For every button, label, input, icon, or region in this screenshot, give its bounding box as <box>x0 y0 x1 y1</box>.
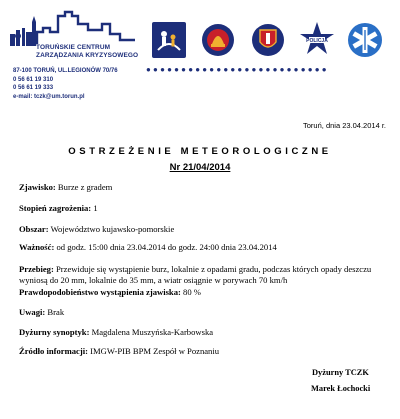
field-value: Magdalena Muszyńska-Karbowska <box>89 327 214 337</box>
field-waznosc <box>19 242 389 253</box>
field-zjawisko <box>19 182 389 193</box>
field-value: Burze z gradem <box>55 182 113 192</box>
field-value: Brak <box>45 307 65 317</box>
field-uwagi <box>19 307 389 318</box>
field-synoptyk <box>19 327 389 338</box>
organization-name <box>36 44 138 60</box>
org-name-line1: TORUŃSKIE CENTRUM <box>36 44 111 51</box>
field-label: Obszar: <box>19 224 49 234</box>
medical-star-icon <box>346 20 384 60</box>
org-phone-2: 0 56 61 19 333 <box>13 85 54 92</box>
document-title: OSTRZEŻENIE METEOROLOGICZNE <box>68 146 332 157</box>
field-prawdopodobienstwo <box>19 287 389 298</box>
field-label: Zjawisko: <box>19 182 56 192</box>
header-dot-divider: ●●●●●●●●●●●●●●●●●●●●●●●●●● <box>146 65 329 74</box>
field-zrodlo <box>19 346 389 357</box>
city-skyline-logo-icon <box>10 10 140 46</box>
fire-service-badge-icon <box>249 20 287 60</box>
document-number: Nr 21/04/2014 <box>169 162 231 173</box>
field-label: Przebieg: <box>19 264 54 274</box>
field-label: Dyżurny synoptyk: <box>19 327 90 337</box>
org-email: e-mail: tczk@um.torun.pl <box>13 93 85 100</box>
org-name-line2: ZARZĄDZANIA KRYZYSOWEGO <box>36 52 139 59</box>
field-przebieg <box>19 264 389 286</box>
letterhead <box>0 0 400 108</box>
field-value: IMGW-PIB BPM Zespół w Poznaniu <box>87 346 220 356</box>
field-label: Prawdopodobieństwo wystąpienia zjawiska: <box>19 287 181 297</box>
field-label: Źródło informacji: <box>19 346 88 356</box>
field-label: Stopień zagrożenia: <box>19 203 92 213</box>
field-value: Przewiduje się wystąpienie burz, lokalnie z opadami gradu, podczas których opady deszczu wyniosą do 20 mm, lokalnie do 35 mm, a wiatr osiągnie w porywach 70 km/h <box>19 264 372 285</box>
field-value: Województwo kujawsko-pomorskie <box>48 224 175 234</box>
police-star-icon <box>298 20 336 60</box>
field-stopien <box>19 203 389 214</box>
crisis-family-icon <box>150 20 188 60</box>
field-obszar <box>19 224 389 235</box>
fire-brigade-icon <box>199 20 237 60</box>
org-phone-1: 0 56 61 19 310 <box>13 76 54 83</box>
field-value: od godz. 15:00 dnia 23.04.2014 do godz. 24:00 dnia 23.04.2014 <box>54 242 277 252</box>
svg-text:POLICJA: POLICJA <box>306 38 328 44</box>
organization-contact <box>13 67 118 101</box>
field-label: Ważność: <box>19 242 55 252</box>
org-address: 87-100 TORUŃ, UL.LEGIONÓW 70/76 <box>13 68 118 74</box>
signature-name: Marek Łochocki <box>311 384 371 393</box>
field-value: 80 % <box>180 287 201 297</box>
field-value: 1 <box>91 203 98 213</box>
document-date: Toruń, dnia 23.04.2014 r. <box>303 121 386 130</box>
signature-role: Dyżurny TCZK <box>312 368 369 377</box>
field-label: Uwagi: <box>19 307 46 317</box>
